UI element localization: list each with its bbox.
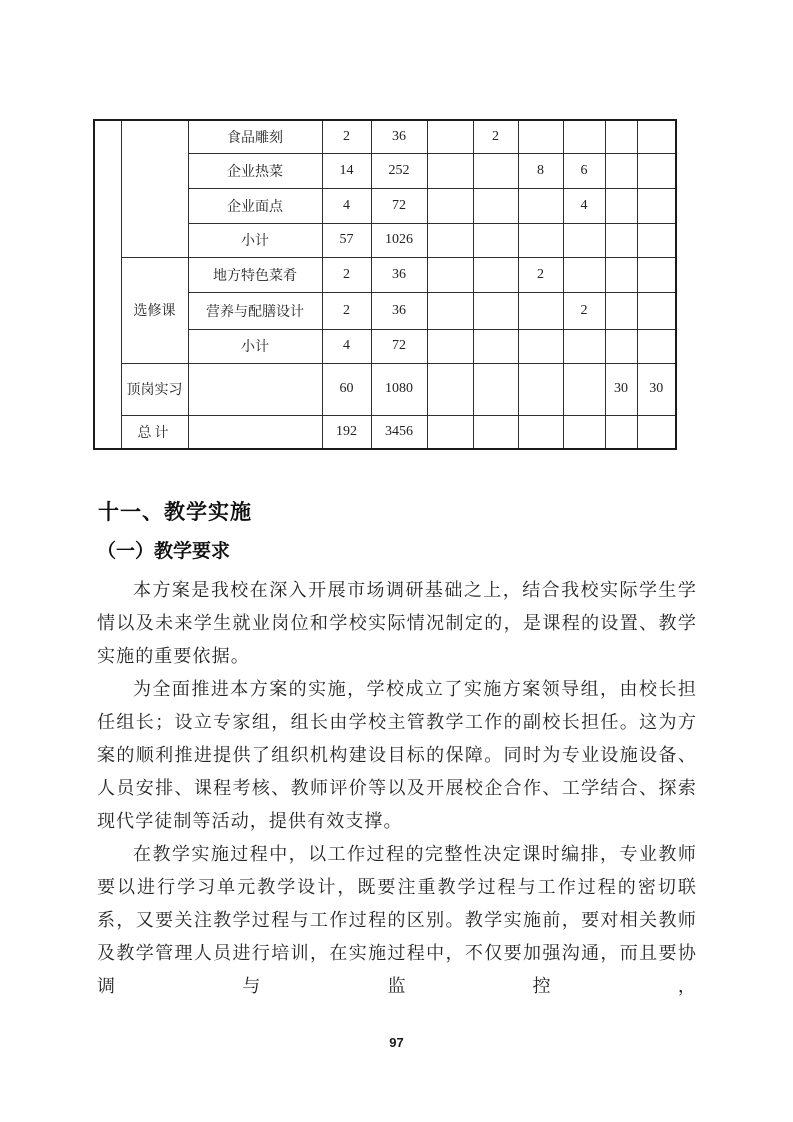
table-row — [94, 363, 676, 415]
value-cell — [637, 188, 676, 223]
selective-course-label: 选修课 — [121, 257, 188, 363]
value-cell: 2 — [473, 120, 518, 153]
value-cell: 2 — [322, 120, 371, 153]
value-cell: 2 — [322, 292, 371, 329]
course-name-cell: 小计 — [188, 329, 322, 363]
value-cell — [427, 415, 473, 449]
course-name-cell: 企业热菜 — [188, 153, 322, 188]
value-cell: 30 — [637, 363, 676, 415]
value-cell — [563, 415, 605, 449]
value-cell — [518, 223, 563, 257]
value-cell: 57 — [322, 223, 371, 257]
course-name-cell: 小计 — [188, 223, 322, 257]
value-cell — [518, 329, 563, 363]
value-cell — [605, 292, 637, 329]
value-cell — [473, 223, 518, 257]
left-gutter-cell — [94, 120, 121, 449]
value-cell — [605, 257, 637, 292]
value-cell — [563, 329, 605, 363]
value-cell — [427, 257, 473, 292]
value-cell — [427, 120, 473, 153]
subsection-heading: （一）教学要求 — [97, 541, 231, 562]
course-name-cell: 食品雕刻 — [188, 120, 322, 153]
course-name-cell — [188, 363, 322, 415]
value-cell — [637, 415, 676, 449]
value-cell: 252 — [371, 153, 427, 188]
value-cell — [518, 363, 563, 415]
value-cell: 60 — [322, 363, 371, 415]
value-cell — [563, 363, 605, 415]
value-cell: 1080 — [371, 363, 427, 415]
value-cell — [473, 292, 518, 329]
value-cell — [473, 257, 518, 292]
value-cell: 72 — [371, 188, 427, 223]
value-cell — [563, 223, 605, 257]
value-cell — [605, 120, 637, 153]
value-cell: 4 — [322, 329, 371, 363]
course-name-cell — [188, 415, 322, 449]
page-number: 97 — [389, 1035, 404, 1050]
value-cell: 4 — [322, 188, 371, 223]
value-cell — [637, 329, 676, 363]
value-cell — [518, 120, 563, 153]
value-cell: 3456 — [371, 415, 427, 449]
value-cell — [427, 153, 473, 188]
course-name-cell: 营养与配膳设计 — [188, 292, 322, 329]
value-cell — [637, 120, 676, 153]
category-cell-empty — [121, 120, 188, 257]
value-cell: 2 — [518, 257, 563, 292]
value-cell — [518, 292, 563, 329]
value-cell: 72 — [371, 329, 427, 363]
table-row — [94, 415, 676, 449]
value-cell: 1026 — [371, 223, 427, 257]
value-cell: 36 — [371, 257, 427, 292]
value-cell — [605, 415, 637, 449]
value-cell: 6 — [563, 153, 605, 188]
course-name-cell: 地方特色菜肴 — [188, 257, 322, 292]
text-section — [97, 500, 697, 1003]
paragraph-1: 本方案是我校在深入开展市场调研基础之上，结合我校实际学生学情以及未来学生就业岗位和学校实际情况制定的，是课程的设置、教学实施的重要依据。 — [97, 580, 697, 666]
value-cell — [605, 223, 637, 257]
value-cell: 4 — [563, 188, 605, 223]
value-cell — [637, 292, 676, 329]
value-cell — [473, 329, 518, 363]
paragraph-3: 在教学实施过程中，以工作过程的完整性决定课时编排，专业教师要以进行学习单元教学设计，既要注重教学过程与工作过程的密切联系，又要关注教学过程与工作过程的区别。教学实施前，要对相关教师及教学管理人员进行培训，在实施过程中，不仅要加强沟通，而且要协调与监控， — [97, 844, 697, 996]
value-cell — [637, 257, 676, 292]
value-cell — [473, 363, 518, 415]
value-cell — [605, 188, 637, 223]
table-row — [94, 257, 676, 292]
value-cell — [605, 329, 637, 363]
value-cell — [473, 188, 518, 223]
value-cell — [637, 153, 676, 188]
value-cell — [427, 329, 473, 363]
value-cell — [427, 223, 473, 257]
section-heading: 十一、教学实施 — [98, 501, 252, 524]
value-cell — [473, 153, 518, 188]
value-cell — [563, 120, 605, 153]
value-cell — [637, 223, 676, 257]
value-cell: 2 — [563, 292, 605, 329]
value-cell: 36 — [371, 292, 427, 329]
total-label: 总计 — [121, 415, 188, 449]
value-cell — [427, 188, 473, 223]
course-name-cell: 企业面点 — [188, 188, 322, 223]
value-cell: 192 — [322, 415, 371, 449]
value-cell: 14 — [322, 153, 371, 188]
value-cell — [563, 257, 605, 292]
value-cell — [518, 188, 563, 223]
value-cell: 8 — [518, 153, 563, 188]
value-cell — [518, 415, 563, 449]
internship-label: 顶岗实习 — [121, 363, 188, 415]
value-cell: 2 — [322, 257, 371, 292]
value-cell — [605, 153, 637, 188]
value-cell — [473, 415, 518, 449]
value-cell — [427, 363, 473, 415]
value-cell: 36 — [371, 120, 427, 153]
value-cell — [427, 292, 473, 329]
value-cell: 30 — [605, 363, 637, 415]
paragraph-2: 为全面推进本方案的实施，学校成立了实施方案领导组，由校长担任组长；设立专家组，组长由学校主管教学工作的副校长担任。这为方案的顺利推进提供了组织机构建设目标的保障。同时为专业设施设备、人员安排、课程考核、教师评价等以及开展校企合作、工学结合、探索现代学徒制等活动，提供有效支撑。 — [97, 679, 697, 831]
course-hours-table — [93, 119, 677, 450]
table-row — [94, 120, 676, 153]
